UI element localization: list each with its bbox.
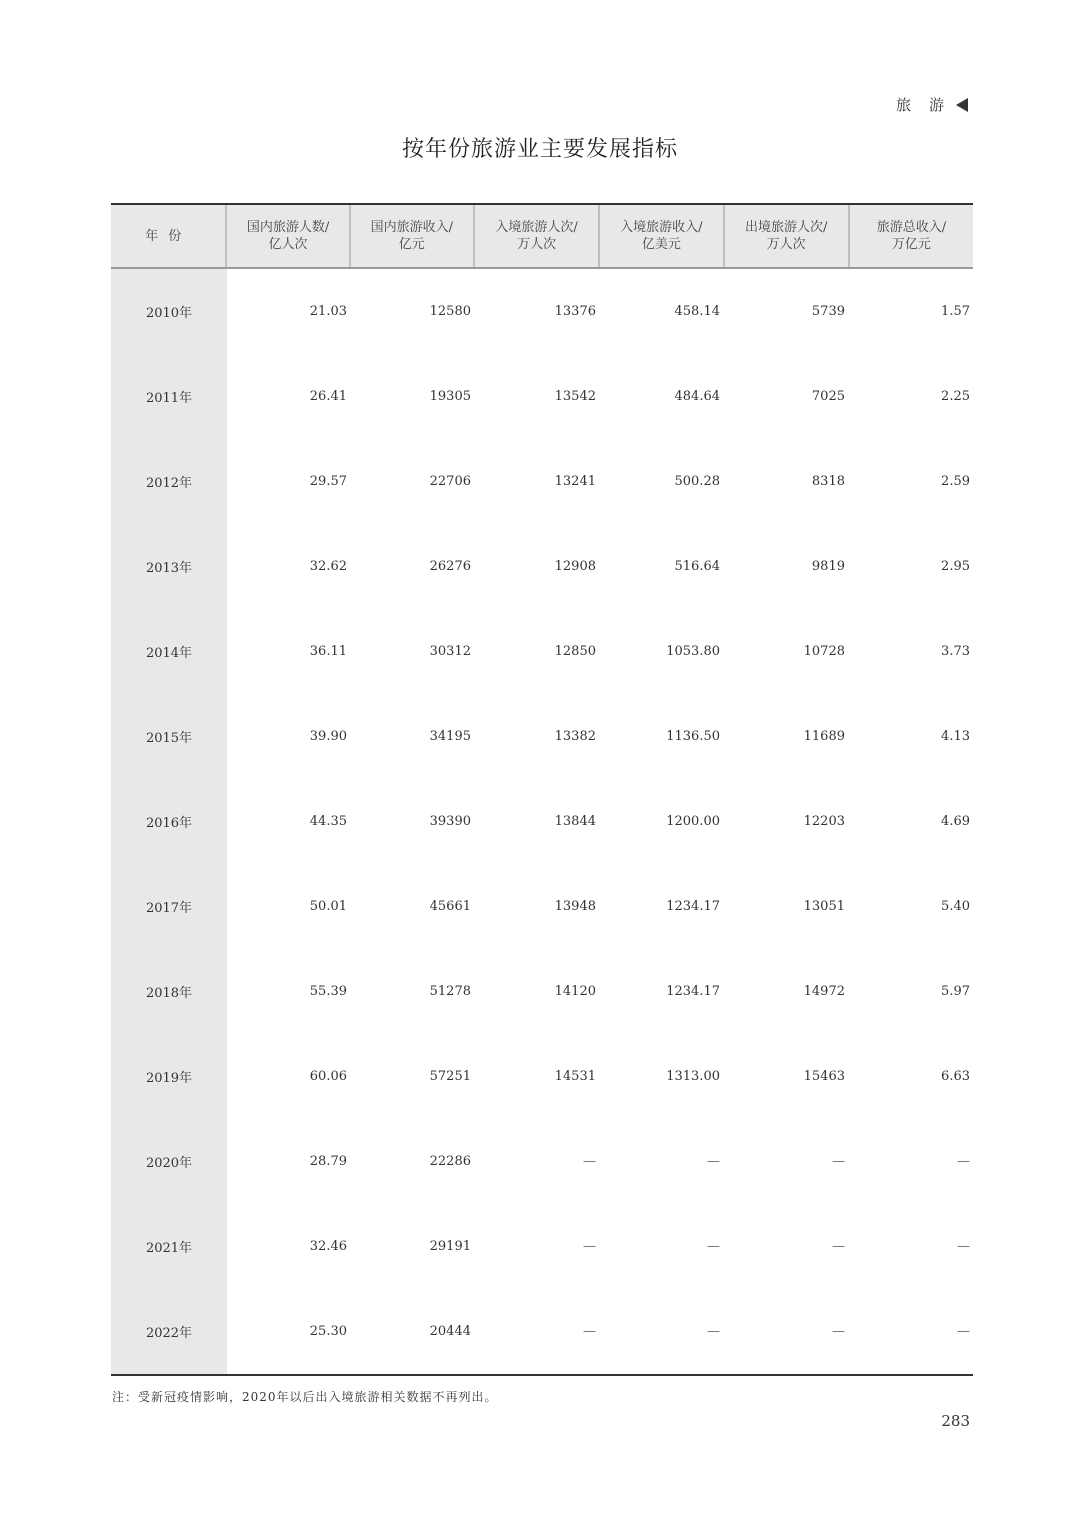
table-row: [227, 694, 973, 779]
table-cell: 458.14: [674, 304, 720, 319]
table-row: [227, 269, 973, 354]
year-cell: 2018年: [145, 986, 193, 1001]
year-cell: 2012年: [145, 476, 193, 491]
table-cell: —: [707, 1239, 720, 1254]
table-cell: 4.69: [941, 814, 970, 829]
table-cell: 2.59: [941, 474, 970, 489]
year-column: [111, 269, 227, 1374]
table-cell: 13051: [803, 899, 845, 914]
table-cell: 13382: [554, 729, 596, 744]
year-cell: 2017年: [145, 901, 193, 916]
footnote: 注：受新冠疫情影响，2020年以后出入境旅游相关数据不再列出。: [112, 1390, 498, 1404]
table-cell: 50.01: [309, 899, 347, 914]
table-cell: 12850: [554, 644, 596, 659]
table-row: [227, 949, 973, 1034]
table-cell: 28.79: [309, 1154, 347, 1169]
year-cell: 2019年: [145, 1071, 193, 1086]
table-cell: —: [832, 1154, 845, 1169]
table-cell: 29191: [429, 1239, 471, 1254]
table-cell: 32.62: [309, 559, 347, 574]
table-cell: 30312: [429, 644, 471, 659]
table-cell: 39390: [429, 814, 471, 829]
table-cell: 13241: [554, 474, 596, 489]
table-row: [227, 864, 973, 949]
header-cell: 出境旅游人次/ 万人次: [723, 205, 848, 267]
table-cell: 5.97: [941, 984, 970, 999]
table-cell: —: [583, 1239, 596, 1254]
table-header-row: [111, 205, 973, 267]
table-cell: 20444: [429, 1324, 471, 1339]
table-row: [227, 609, 973, 694]
triangle-left-icon: [956, 98, 968, 112]
table-cell: 2.95: [941, 559, 970, 574]
year-cell: 2011年: [145, 391, 193, 406]
table-cell: 13948: [554, 899, 596, 914]
table-cell: 34195: [429, 729, 471, 744]
year-cell: 2013年: [145, 561, 193, 576]
table-cell: 39.90: [309, 729, 347, 744]
table-cell: 22706: [429, 474, 471, 489]
header-cell: 旅游总收入/ 万亿元: [848, 205, 973, 267]
table-cell: 51278: [429, 984, 471, 999]
table-cell: 1053.80: [666, 644, 720, 659]
table-cell: 55.39: [309, 984, 347, 999]
table-cell: 7025: [811, 389, 845, 404]
year-cell: 2022年: [145, 1326, 193, 1341]
table-cell: 1136.50: [666, 729, 720, 744]
table-cell: 21.03: [309, 304, 347, 319]
table-cell: —: [832, 1324, 845, 1339]
table-cell: 12580: [429, 304, 471, 319]
running-head-text: 旅游: [895, 96, 962, 114]
table-bottom-rule: [111, 1374, 973, 1376]
table-cell: 11689: [803, 729, 845, 744]
table-row: [227, 439, 973, 524]
header-cell: 入境旅游人次/ 万人次: [473, 205, 598, 267]
table-cell: 44.35: [309, 814, 347, 829]
table-row: [227, 524, 973, 609]
table-cell: 484.64: [674, 389, 720, 404]
table-body: [111, 269, 973, 1374]
table-cell: —: [832, 1239, 845, 1254]
table-cell: —: [583, 1324, 596, 1339]
table-cell: —: [957, 1239, 970, 1254]
header-cell: 年份: [145, 228, 192, 244]
table-cell: 14120: [554, 984, 596, 999]
running-head: [896, 94, 968, 115]
page-number: 283: [941, 1412, 970, 1430]
table-cell: 14972: [803, 984, 845, 999]
table-cell: —: [707, 1324, 720, 1339]
table-cell: 19305: [429, 389, 471, 404]
table-cell: 1313.00: [666, 1069, 720, 1084]
table-cell: 4.13: [941, 729, 970, 744]
table-cell: 500.28: [674, 474, 720, 489]
table-cell: 32.46: [309, 1239, 347, 1254]
table-cell: 6.63: [941, 1069, 970, 1084]
table-cell: —: [957, 1324, 970, 1339]
header-cell: 国内旅游人数/ 亿人次: [225, 205, 348, 267]
table-cell: 12203: [803, 814, 845, 829]
table-row: [227, 1289, 973, 1374]
table-cell: 516.64: [674, 559, 720, 574]
header-cell: 国内旅游收入/ 亿元: [349, 205, 473, 267]
table-cell: 13376: [554, 304, 596, 319]
table-row: [227, 1204, 973, 1289]
table-cell: 13844: [554, 814, 596, 829]
table-cell: 57251: [429, 1069, 471, 1084]
table-cell: 26276: [429, 559, 471, 574]
table-cell: 25.30: [309, 1324, 347, 1339]
year-cell: 2016年: [145, 816, 193, 831]
table-cell: 14531: [554, 1069, 596, 1084]
table-cell: 8318: [811, 474, 845, 489]
table-cell: 15463: [803, 1069, 845, 1084]
table-cell: 10728: [803, 644, 845, 659]
year-cell: 2021年: [145, 1241, 193, 1256]
year-cell: 2015年: [145, 731, 193, 746]
table-cell: 13542: [554, 389, 596, 404]
year-cell: 2020年: [145, 1156, 193, 1171]
table-cell: 36.11: [309, 644, 347, 659]
table-cell: —: [957, 1154, 970, 1169]
table-cell: 5.40: [941, 899, 970, 914]
header-cell: 入境旅游收入/ 亿美元: [598, 205, 722, 267]
table-row: [227, 1119, 973, 1204]
table-cell: 2.25: [941, 389, 970, 404]
table-cell: 45661: [429, 899, 471, 914]
table-cell: 60.06: [309, 1069, 347, 1084]
year-cell: 2010年: [145, 306, 193, 321]
indicator-table: [111, 203, 973, 1376]
table-cell: 1234.17: [666, 984, 720, 999]
table-cell: 12908: [554, 559, 596, 574]
table-cell: 1.57: [941, 304, 970, 319]
table-row: [227, 354, 973, 439]
table-cell: —: [707, 1154, 720, 1169]
table-cell: 29.57: [309, 474, 347, 489]
table-cell: 1234.17: [666, 899, 720, 914]
table-row: [227, 779, 973, 864]
data-rows: [227, 269, 973, 1374]
table-cell: 26.41: [309, 389, 347, 404]
year-cell: 2014年: [145, 646, 193, 661]
table-row: [227, 1034, 973, 1119]
page-title: 按年份旅游业主要发展指标: [401, 137, 678, 162]
table-cell: 22286: [429, 1154, 471, 1169]
table-cell: 3.73: [941, 644, 970, 659]
table-cell: 9819: [811, 559, 845, 574]
table-cell: 5739: [811, 304, 845, 319]
table-cell: 1200.00: [666, 814, 720, 829]
table-cell: —: [583, 1154, 596, 1169]
